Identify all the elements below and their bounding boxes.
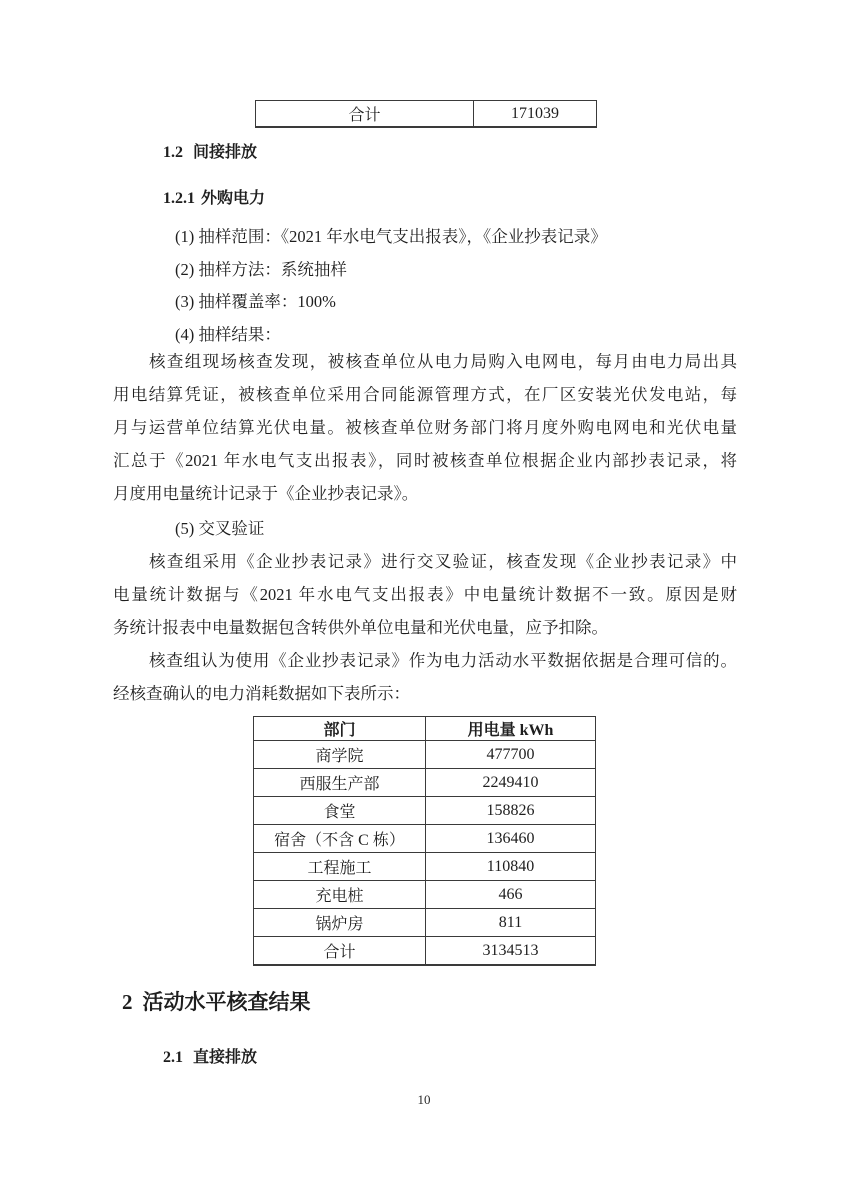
dept-cell: 宿舍（不含 C 栋） — [254, 825, 426, 853]
kwh-cell: 811 — [426, 909, 596, 937]
kwh-cell: 136460 — [426, 825, 596, 853]
list-item: (2) 抽样方法：系统抽样 — [175, 259, 347, 279]
text-line: 月度用电量统计记录于《企业抄表记录》。 — [113, 484, 419, 503]
table-row — [254, 937, 596, 966]
summary-total-label: 合计 — [256, 101, 474, 128]
section-number: 1.2 — [163, 144, 183, 161]
section-title: 间接排放 — [193, 144, 258, 161]
section-title: 活动水平核查结果 — [142, 990, 311, 1014]
cross-check-item: (5) 交叉验证 — [175, 519, 265, 538]
kwh-cell: 466 — [426, 881, 596, 909]
text-line: 用电结算凭证，被核查单位采用合同能源管理方式，在厂区安装光伏发电站，每 — [113, 385, 737, 404]
table-row — [254, 853, 596, 881]
text-line: 核查组现场核查发现，被核查单位从电力局购入电网电，每月由电力局出具 — [149, 352, 737, 371]
text-line: 月与运营单位结算光伏电量。被核查单位财务部门将月度外购电网电和光伏电量 — [113, 418, 737, 437]
summary-table — [255, 100, 597, 128]
text-line: 汇总于《2021 年水电气支出报表》，同时被核查单位根据企业内部抄表记录，将 — [113, 451, 737, 470]
paragraph-cross-check — [113, 545, 737, 644]
section-heading-2-1 — [163, 1044, 257, 1067]
paragraph-conclusion — [113, 644, 737, 710]
kwh-cell: 3134513 — [426, 937, 596, 966]
column-header-kwh: 用电量 kWh — [426, 717, 596, 741]
dept-cell: 商学院 — [254, 741, 426, 769]
section-number: 2 — [122, 990, 133, 1014]
dept-cell: 锅炉房 — [254, 909, 426, 937]
dept-cell: 合计 — [254, 937, 426, 966]
dept-cell: 充电桩 — [254, 881, 426, 909]
table-row — [254, 769, 596, 797]
kwh-cell: 2249410 — [426, 769, 596, 797]
table-row — [254, 797, 596, 825]
section-title: 外购电力 — [201, 190, 266, 207]
text-line: 务统计报表中电量数据包含转供外单位电量和光伏电量，应予扣除。 — [113, 618, 608, 637]
text-line: 核查组认为使用《企业抄表记录》作为电力活动水平数据依据是合理可信的。 — [149, 651, 737, 670]
electricity-table — [253, 716, 596, 966]
list-item: (1) 抽样范围：《2021 年水电气支出报表》，《企业抄表记录》 — [175, 227, 607, 246]
paragraph-site-findings — [113, 345, 737, 510]
kwh-cell: 477700 — [426, 741, 596, 769]
table-row — [254, 909, 596, 937]
kwh-cell: 110840 — [426, 853, 596, 881]
text-line: 经核查确认的电力消耗数据如下表所示： — [113, 684, 410, 703]
electricity-table-header-row — [254, 717, 596, 741]
column-header-dept: 部门 — [254, 717, 426, 741]
table-row — [254, 741, 596, 769]
section-heading-1-2 — [163, 139, 257, 162]
summary-total-value: 171039 — [474, 101, 597, 128]
list-item: (3) 抽样覆盖率：100% — [175, 292, 336, 311]
kwh-cell: 158826 — [426, 797, 596, 825]
chapter-heading-2 — [122, 986, 311, 1016]
dept-cell: 工程施工 — [254, 853, 426, 881]
list-item: (4) 抽样结果： — [175, 324, 281, 344]
section-title: 直接排放 — [193, 1049, 258, 1066]
text-line: 电量统计数据与《2021 年水电气支出报表》中电量统计数据不一致。原因是财 — [113, 585, 737, 604]
table-row — [254, 881, 596, 909]
section-number: 1.2.1 — [163, 190, 195, 207]
sampling-list — [175, 221, 607, 351]
table-row — [254, 825, 596, 853]
page-number: 10 — [417, 1092, 431, 1107]
summary-total-row — [256, 101, 597, 128]
dept-cell: 西服生产部 — [254, 769, 426, 797]
section-number: 2.1 — [163, 1049, 183, 1066]
dept-cell: 食堂 — [254, 797, 426, 825]
text-line: 核查组采用《企业抄表记录》进行交叉验证，核查发现《企业抄表记录》中 — [149, 552, 737, 571]
section-heading-1-2-1 — [163, 185, 265, 208]
